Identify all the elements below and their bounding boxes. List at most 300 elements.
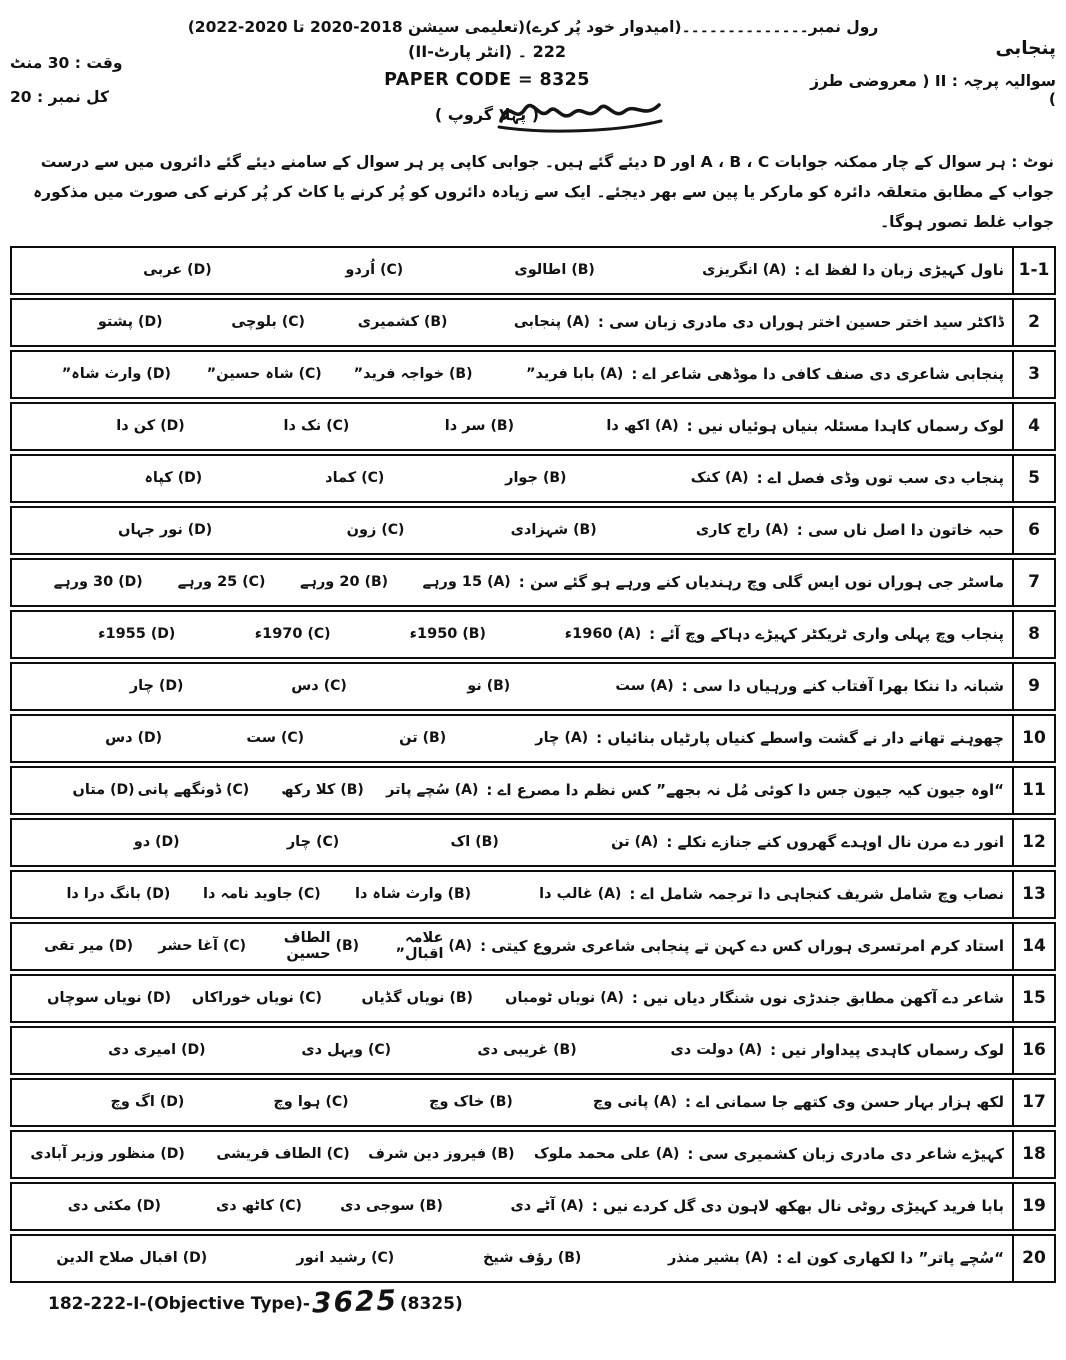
option-c [162,314,304,330]
option-label: (D) [108,938,134,955]
question-number: 20 [1012,1236,1054,1281]
question-number: 1-1 [1012,248,1054,293]
header-left [10,54,168,141]
option-label: (B) [475,834,499,851]
option-b [322,366,473,382]
option-b [305,314,447,330]
question-number: 12 [1012,820,1054,865]
header-grid [10,38,1056,141]
option-text: جاوید نامہ دا [203,886,293,903]
options-group [20,366,623,382]
option-text: علی محمد ملوک [533,1146,651,1163]
option-label: (A) [566,314,590,331]
option-label: (A) [634,834,659,851]
option-label: (D) [160,418,185,435]
option-text: اگ وچ [110,1094,155,1111]
option-text: نویاں گڈیاں [361,990,445,1007]
option-text: 1970ء [254,626,303,643]
option-text: اطالوی [514,262,567,279]
option-c [212,262,404,278]
option-b [246,930,359,962]
options-group [20,782,478,798]
question-row [10,974,1056,1023]
option-label: (C) [297,886,321,903]
option-a [486,626,641,642]
option-a [515,1146,680,1162]
option-text: دولت دی [670,1042,734,1059]
question-text: شبانہ دا ننکا بھرا آفتاب کنے ورہیاں دا سی : [681,677,1004,696]
option-label: (A) [487,574,511,591]
time-label: وقت : [74,54,123,72]
option-text: انگریزی [702,262,758,279]
option-label: (C) [281,730,305,747]
question-row [10,1182,1056,1231]
question-paper-line: سوالیہ پرچہ : II ( معروضی طرز ) [810,72,1056,108]
paper-footer [48,1283,1056,1320]
group-label: ( پہلا گروپ ) [434,105,540,124]
option-text: شاہ حسین” [206,366,294,383]
option-label: (A) [653,1094,678,1111]
option-label: (B) [422,730,447,747]
question-row [10,662,1056,711]
question-text: ناول کہیڑی زبان دا لفظ اے : [794,261,1004,280]
option-text: بشیر منذر [667,1250,740,1267]
option-a [577,1042,763,1058]
option-text: شہزادی [510,522,569,539]
option-label: (C) [323,678,347,695]
option-label: (B) [449,366,473,383]
options-group [20,574,511,590]
option-b [339,834,499,850]
option-text: سوجی دی [340,1198,415,1215]
option-d [20,314,162,330]
footer-handwritten-code: 3625 [311,1283,399,1320]
option-label: (D) [181,1042,206,1059]
option-label: (A) [564,730,589,747]
total-marks [10,88,168,106]
option-text: رؤف شیخ [482,1250,553,1267]
option-label: (B) [364,574,389,591]
option-label: (A) [599,366,624,383]
header-center [168,38,806,141]
option-text: غالب دا [539,886,593,903]
option-c [171,366,322,382]
question-text: لوک رسماں کاہدا مسئلہ بنیاں ہوئیاں نیں : [686,417,1004,436]
option-label: (B) [557,1250,582,1267]
option-text: سر دا [444,418,486,435]
option-a [499,834,659,850]
option-label: (C) [368,1042,392,1059]
option-d [20,522,212,538]
option-label: (D) [145,886,171,903]
question-number: 16 [1012,1028,1054,1073]
option-text: 1960ء [564,626,613,643]
options-group [20,834,658,850]
option-text: الطاف حسین [283,930,331,963]
option-text: دس [105,730,133,747]
option-text: کاٹھ دی [215,1198,274,1215]
option-label: (A) [744,1250,769,1267]
options-group [20,1094,677,1110]
option-label: (A) [724,470,749,487]
options-group [20,678,674,694]
option-label: (A) [765,522,789,539]
option-c [175,626,330,642]
option-d [20,834,180,850]
option-b [404,522,596,538]
option-c [170,886,320,902]
option-c [143,574,266,590]
option-text: 25 ورہے [177,574,238,591]
option-b [349,418,514,434]
option-c [212,522,404,538]
option-label: (B) [573,522,597,539]
question-text: شاعر دے آکھن مطابق جندڑی نوں شنگار دیاں نیں : [631,989,1004,1008]
question-number: 14 [1012,924,1054,969]
question-number: 10 [1012,716,1054,761]
question-text: پنجاب وچ پہلی واری ٹریکٹر کہیڑے دہاکے وچ آئے : [649,625,1004,644]
question-row [10,558,1056,607]
option-text: آٹے دی [510,1198,556,1215]
option-a [510,678,673,694]
option-text: ست [246,730,276,747]
handwritten-scribble-icon [495,91,667,141]
option-text: پنجابی [513,314,562,331]
question-text: “سُچے پاتر” دا لکھاری کون اے : [776,1249,1004,1268]
option-d [20,886,170,902]
option-text: اکھ دا [606,418,651,435]
option-text: دس [291,678,319,695]
option-text: آغا حشر [158,938,218,955]
option-d [20,678,183,694]
option-b [249,782,364,798]
question-row [10,506,1056,555]
footer-print-prefix: 182-222-I-(Objective Type)- [48,1293,310,1314]
option-d [20,1250,207,1266]
option-a [513,1094,677,1110]
option-label: (A) [738,1042,763,1059]
question-number: 5 [1012,456,1054,501]
option-label: (D) [160,1146,185,1163]
question-number: 2 [1012,300,1054,345]
option-b [304,730,446,746]
option-label: (A) [448,938,473,955]
option-text: دو [133,834,151,851]
paper-header [10,18,1056,141]
option-text: اقبال صلاح الدین [56,1250,178,1267]
subject-title: پنجابی [995,38,1056,59]
option-b [403,262,595,278]
option-text: اک [450,834,471,851]
option-c [133,930,246,962]
question-row [10,818,1056,867]
option-label: (B) [449,990,473,1007]
option-text: ویہل دی [301,1042,363,1059]
option-text: چار [535,730,560,747]
option-b [347,678,510,694]
option-c [171,990,322,1006]
option-d [20,470,202,486]
question-number: 15 [1012,976,1054,1021]
option-label: (D) [177,470,203,487]
option-text: نویاں ٹومباں [505,990,596,1007]
option-text: الطاف قریشی [216,1146,322,1163]
option-text: خاک وچ [429,1094,485,1111]
option-label: (B) [489,1094,513,1111]
option-text: سُچے پاتر [386,782,450,799]
option-text: بابا فرید” [525,366,595,383]
option-text: نویاں خوراکاں [191,990,294,1007]
question-row [10,246,1056,295]
option-d [20,1094,184,1110]
option-label: (D) [138,314,163,331]
option-a [514,418,679,434]
option-d [20,730,162,746]
option-label: (D) [118,574,143,591]
option-text: امیری دی [108,1042,177,1059]
option-d [20,418,185,434]
option-label: (C) [298,990,322,1007]
question-number: 18 [1012,1132,1054,1177]
option-label: (B) [423,314,448,331]
option-c [185,418,350,434]
option-label: (B) [486,678,511,695]
options-group [20,1198,584,1214]
option-label: (B) [462,626,486,643]
option-label: (C) [222,938,247,955]
question-text: پنجاب دی سب توں وڈی فصل اے : [756,469,1004,488]
options-group [20,522,789,538]
option-a [597,522,789,538]
option-label: (D) [187,262,212,279]
option-label: (C) [281,314,305,331]
option-label: (A) [454,782,479,799]
question-row [10,870,1056,919]
question-text: نصاب وچ شامل شریف کنجاہی دا ترجمہ شامل اے : [629,885,1004,904]
option-text: متاں [72,782,106,799]
option-b [350,1146,515,1162]
question-number: 17 [1012,1080,1054,1125]
option-text: ہوا وچ [273,1094,321,1111]
option-label: (A) [655,1146,680,1163]
option-a [446,730,588,746]
options-group [20,730,588,746]
option-text: بلوچی [231,314,277,331]
option-text: ست [615,678,645,695]
option-text: پشتو [97,314,134,331]
option-label: (D) [187,522,213,539]
option-text: پانی وچ [592,1094,649,1111]
option-label: (C) [361,470,385,487]
question-number: 4 [1012,404,1054,449]
option-b [321,886,471,902]
option-a [581,1250,768,1266]
question-row [10,1130,1056,1179]
option-text: کلا رکھ [281,782,336,799]
option-c [206,1042,392,1058]
option-c [183,678,346,694]
option-text: زون [346,522,377,539]
option-text: 20 ورہے [299,574,360,591]
option-label: (C) [326,1146,350,1163]
option-label: (B) [571,262,595,279]
option-c [207,1250,394,1266]
option-d [20,1146,185,1162]
option-text: وارث شاہ” [61,366,142,383]
questions-table [10,246,1056,1283]
question-text: استاد کرم امرتسری ہوراں کس دے کہن تے پنجابی شاعری شروع کیتی : [480,937,1004,956]
option-label: (B) [491,1146,515,1163]
option-text: علامہ اقبال” [395,930,444,963]
option-text: چار [129,678,154,695]
option-text: کشمیری [357,314,419,331]
options-group [20,930,472,962]
question-row [10,298,1056,347]
option-text: تن [611,834,630,851]
option-label: (B) [419,1198,443,1215]
question-row [10,454,1056,503]
option-text: نو [467,678,482,695]
question-number: 3 [1012,352,1054,397]
option-c [185,1146,350,1162]
option-label: (A) [600,990,624,1007]
paper-code: PAPER CODE = 8325 [384,70,590,90]
option-d [20,782,135,798]
option-label: (D) [155,834,180,851]
option-text: وارث شاہ دا [354,886,443,903]
option-label: (C) [316,834,340,851]
option-text: میر تقی [44,938,104,955]
option-label: (A) [649,678,674,695]
option-text: فیروز دین شرف [368,1146,487,1163]
option-a [473,366,624,382]
option-label: (D) [146,366,171,383]
option-label: (C) [381,522,405,539]
option-text: مکئی دی [67,1198,132,1215]
option-text: نویاں سوچاں [47,990,142,1007]
option-text: تن [399,730,418,747]
option-text: رشید انور [296,1250,367,1267]
options-group [20,886,621,902]
question-text: ماسٹر جی ہوراں نوں ایس گلی وچ رہندیاں کنے ورہے ہو گئے سن : [518,573,1004,592]
question-text: “اوہ جیون کیہ جیون جس دا کوئی مُل نہ بجھے” کس نظم دا مصرع اے : [486,781,1004,800]
question-number: 19 [1012,1184,1054,1229]
option-label: (C) [226,782,250,799]
question-number: 6 [1012,508,1054,553]
option-d [20,574,143,590]
roll-number-line: رول نمبر۔۔۔۔۔۔۔۔۔۔۔۔۔۔(امیدوار خود پُر کرے)(تعلیمی سیشن 2018-2020 تا 2020-2022) [187,18,879,36]
question-number: 13 [1012,872,1054,917]
option-text: بانگ درا دا [66,886,141,903]
option-label: (D) [136,1198,161,1215]
option-text: کماد [325,470,357,487]
question-row [10,350,1056,399]
question-text: حبہ خاتون دا اصل ناں سی : [796,521,1004,540]
option-label: (D) [150,626,176,643]
option-d [20,990,171,1006]
option-c [184,1094,348,1110]
option-text: جوار [505,470,538,487]
question-row [10,1026,1056,1075]
question-text: ڈاکٹر سید اختر حسین اختر ہوراں دی مادری زبان سی : [597,313,1004,332]
question-row [10,402,1056,451]
option-a [443,1198,584,1214]
question-text: چھوہنے تھانے دار نے گشت واسطے کنیاں پارٹیاں بنائیاں : [596,729,1004,748]
option-a [388,574,511,590]
option-label: (D) [110,782,135,799]
option-d [20,930,133,962]
option-label: (C) [298,366,322,383]
option-label: (B) [335,938,360,955]
option-label: (C) [380,262,404,279]
option-b [322,990,473,1006]
option-text: 15 ورہے [422,574,483,591]
option-text: 1955ء [98,626,146,643]
question-row [10,610,1056,659]
question-number: 7 [1012,560,1054,605]
group-line [168,91,806,141]
option-c [162,730,304,746]
option-a [473,990,624,1006]
option-label: (D) [159,1094,185,1111]
question-number: 8 [1012,612,1054,657]
paper-number-line: 222 ۔ (انٹر پارٹ-II) [408,42,566,61]
question-text: انور دے مرن نال اوہدے گھروں کنے جنازے نکلے : [666,833,1004,852]
footer-print-suffix: (8325) [399,1293,463,1314]
option-label: (B) [340,782,364,799]
option-label: (A) [560,1198,584,1215]
question-text: بابا فرید کہیڑی روٹی نال بھکھ لاہون دی گل کردے نیں : [591,1197,1004,1216]
option-b [384,470,566,486]
question-row [10,1234,1056,1283]
option-d [20,1042,206,1058]
option-label: (D) [182,1250,208,1267]
option-label: (C) [325,1094,349,1111]
option-c [161,1198,302,1214]
option-text: کن دا [116,418,156,435]
question-text: کہیڑے شاعر دی مادری زبان کشمیری سی : [687,1145,1004,1164]
question-number: 9 [1012,664,1054,709]
option-text: عربی [143,262,183,279]
option-text: ڈونگھے پانی [137,782,222,799]
option-a [595,262,787,278]
options-group [20,418,679,434]
option-label: (C) [326,418,350,435]
options-group [20,626,641,642]
option-label: (B) [490,418,514,435]
option-d [20,626,175,642]
question-number: 11 [1012,768,1054,813]
option-label: (C) [371,1250,395,1267]
option-text: 1950ء [409,626,458,643]
option-label: (C) [242,574,266,591]
option-c [180,834,340,850]
option-c [135,782,250,798]
header-right [806,38,1056,141]
question-row [10,766,1056,815]
option-d [20,366,171,382]
option-label: (A) [597,886,622,903]
option-b [394,1250,581,1266]
option-label: (A) [762,262,787,279]
options-group [20,1146,679,1162]
options-group [20,990,624,1006]
instructions-note: نوٹ : ہر سوال کے چار ممکنہ جوابات A ، B ، C اور D دیئے گئے ہیں۔ جوابی کاپی پر ہر سوال کے سامنے دیئے گئے دائروں میں سے درست جواب کے مطابق متعلقہ دائرہ کو مارکر یا پین سے بھر دیجئے۔ ایک سے زیادہ دائروں کو پُر کرنے یا کاٹ کر پُر کرنے کی صورت میں مذکورہ جواب غلط تصور ہوگا۔ [33,153,1054,232]
options-group [20,314,590,330]
option-b [331,626,486,642]
question-text: پنجابی شاعری دی صنف کافی دا موڈھی شاعر اے : [631,365,1004,384]
option-text: 30 ورہے [53,574,114,591]
